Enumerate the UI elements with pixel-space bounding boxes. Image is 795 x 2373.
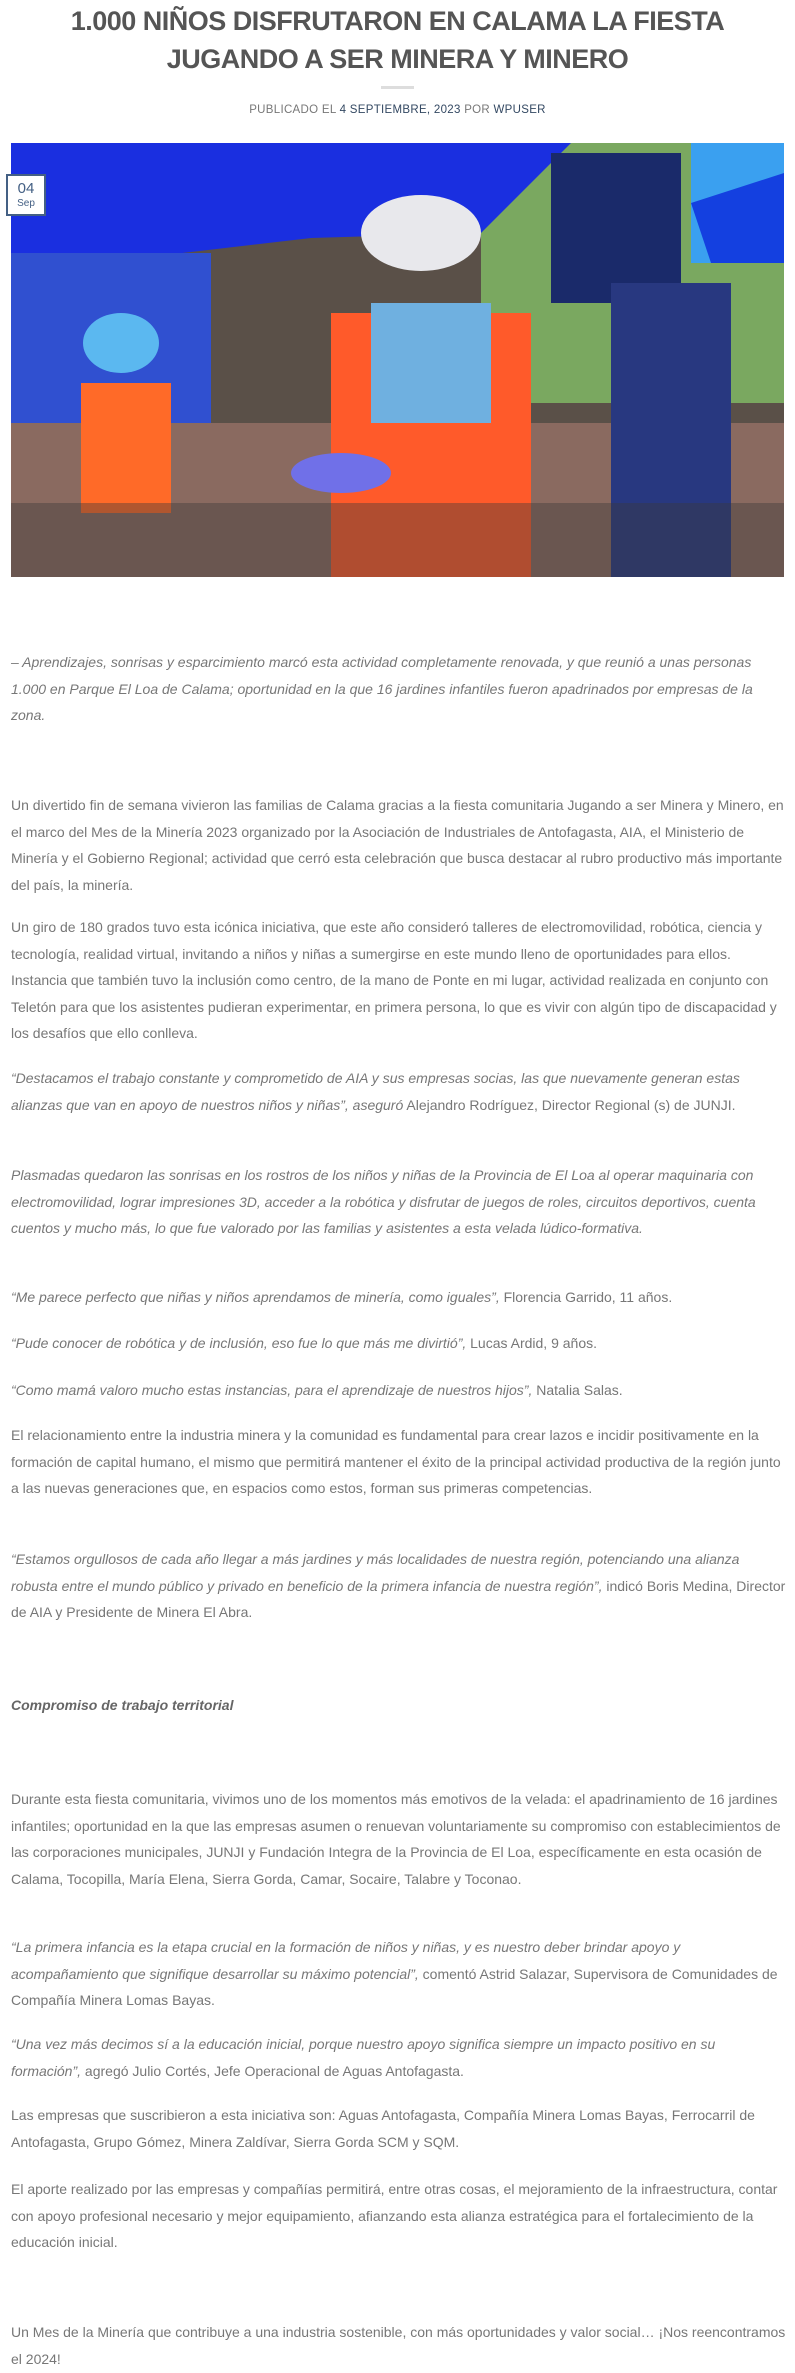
paragraph: El aporte realizado por las empresas y compañías permitirá, entre otras cosas, el mejoramiento de la infraestructura, contar con apoyo profesional necesario y mejor equipamiento, afianzando esta alianza estratégica para el fortalecimiento de la educación inicial. — [11, 2181, 778, 2250]
quote: “Pude conocer de robótica y de inclusión, eso fue lo que más me divirtió”, — [11, 1335, 467, 1351]
meta-prefix: PUBLICADO EL — [249, 104, 340, 116]
paragraph: Las empresas que suscribieron a esta iniciativa son: Aguas Antofagasta, Compañía Minera Lomas Bayas, Ferrocarril de Antofagasta, Grupo Gómez, Minera Zaldívar, Sierra Gorda SCM y SQM. — [11, 2107, 755, 2150]
attribution: comentó Astrid Salazar, Supervisora de Comunidades de Compañía Minera Lomas Bayas. — [11, 1965, 778, 2008]
featured-image — [11, 143, 784, 577]
quote-paragraph — [11, 1934, 786, 2014]
attribution: Florencia Garrido, 11 años. — [499, 1289, 673, 1305]
section-subheading: Compromiso de trabajo territorial — [11, 1697, 234, 1713]
attribution: Alejandro Rodríguez, Director Regional (s) de JUNJI. — [403, 1096, 736, 1113]
paragraph: El relacionamiento entre la industria minera y la comunidad es fundamental para crear lazos e incidir positivamente en la formación de capital humano, el mismo que permitirá mantener el éxito de la principal actividad productiva de la región junto a las nuevas generaciones que, en espacios como estos, forman sus primeras competencias. — [11, 1427, 781, 1496]
quote-paragraph — [11, 1546, 786, 1626]
quote-paragraph — [11, 1330, 786, 1357]
quote-paragraph — [11, 1284, 786, 1311]
intro-text: – Aprendizajes, sonrisas y esparcimiento marcó esta actividad completamente renovada, y que reunió a unas personas 1.000 en Parque El Loa de Calama; oportunidad en la que 16 jardines infantiles fueron apadrinados por empresas de la zona. — [11, 654, 753, 723]
quote: “Destacamos el trabajo constante y comprometido de AIA y sus empresas socias, las que nuevamente generan estas alianzas que van en apoyo de nuestros niños y niñas”, aseguró — [11, 1070, 740, 1113]
quote: “Me parece perfecto que niñas y niños aprendamos de minería, como iguales”, — [11, 1289, 500, 1305]
post-date-link[interactable]: 4 SEPTIEMBRE, 2023 — [339, 104, 461, 116]
quote: “Estamos orgullosos de cada año llegar a más jardines y más localidades de nuestra región, potenciando una alianza robusta entre el mundo público y privado en beneficio de la primera infancia de nuestra región”, — [11, 1551, 740, 1594]
post-title: 1.000 NIÑOS DISFRUTARON EN CALAMA LA FIESTA JUGANDO A SER MINERA Y MINERO — [70, 6, 725, 74]
quote: “Una vez más decimos sí a la educación inicial, porque nuestro apoyo significa siempre un impacto positivo en su formación”, — [11, 2036, 716, 2079]
meta-by: POR — [460, 104, 494, 116]
italic-paragraph — [11, 1162, 786, 1242]
paragraph: Un giro de 180 grados tuvo esta icónica iniciativa, que este año consideró talleres de electromovilidad, robótica, ciencia y tecnología, realidad virtual, invitando a niños y niñas a sumergirse en este mundo lleno de oportunidades para ellos. Instancia que también tuvo la inclusión como centro, de la mano de Ponte en mi lugar, actividad realizada en conjunto con Teletón para que los asistentes pudieran experimentar, en primera persona, lo que es vivir con algún tipo de discapacidad y los desafíos que ello conlleva. — [11, 919, 777, 1041]
quote: “Como mamá valoro mucho estas instancias, para el aprendizaje de nuestros hijos”, — [11, 1382, 533, 1398]
author-link[interactable]: WPUSER — [493, 104, 546, 116]
quote-paragraph — [11, 1377, 786, 1404]
attribution: agregó Julio Cortés, Jefe Operacional de Aguas Antofagasta. — [81, 2062, 464, 2079]
featured-photo-illustration — [11, 143, 784, 577]
intro-paragraph — [11, 649, 786, 729]
attribution: Lucas Ardid, 9 años. — [466, 1335, 598, 1351]
quote-paragraph — [11, 1065, 786, 1118]
quote-paragraph — [11, 2031, 786, 2084]
closing-paragraph: Un Mes de la Minería que contribuye a una industria sostenible, con más oportunidades y valor social… ¡Nos reencontramos el 2024! — [11, 2324, 786, 2367]
italic-text: Plasmadas quedaron las sonrisas en los rostros de los niños y niñas de la Provincia de El Loa al operar maquinaria con electromovilidad, lograr impresiones 3D, acceder a la robótica y disfrutar de juegos de roles, circuitos deportivos, cuenta cuentos y mucho más, lo que fue valorado por las familias y asistentes a esta velada lúdico-formativa. — [11, 1167, 756, 1236]
paragraph: Un divertido fin de semana vivieron las familias de Calama gracias a la fiesta comunitaria Jugando a ser Minera y Minero, en el marco del Mes de la Minería 2023 organizado por la Asociación de Industriales de Antofagasta, AIA, el Ministerio de Minería y el Gobierno Regional; actividad que cerró esta celebración que busca destacar al rubro productivo más importante del país, la minería. — [11, 797, 784, 893]
badge-month: Sep — [17, 198, 35, 209]
attribution: Natalia Salas. — [532, 1382, 623, 1398]
title-divider — [381, 86, 414, 89]
date-badge — [6, 174, 46, 216]
quote: “La primera infancia es la etapa crucial en la formación de niños y niñas, y es nuestro deber brindar apoyo y acompañamiento que signifique desarrollar su máximo potencial”, — [11, 1939, 681, 1982]
badge-day: 04 — [17, 180, 35, 197]
post-meta — [0, 104, 795, 116]
attribution: indicó Boris Medina, Director de AIA y Presidente de Minera El Abra. — [11, 1577, 786, 1620]
paragraph: Durante esta fiesta comunitaria, vivimos uno de los momentos más emotivos de la velada: el apadrinamiento de 16 jardines infantiles; oportunidad en la que las empresas asumen o renuevan voluntariamente su compromiso con establecimientos de las corporaciones municipales, JUNJI y Fundación Integra de la Provincia de El Loa, específicamente en esta ocasión de Calama, Tocopilla, María Elena, Sierra Gorda, Camar, Socaire, Talabre y Toconao. — [11, 1791, 781, 1887]
